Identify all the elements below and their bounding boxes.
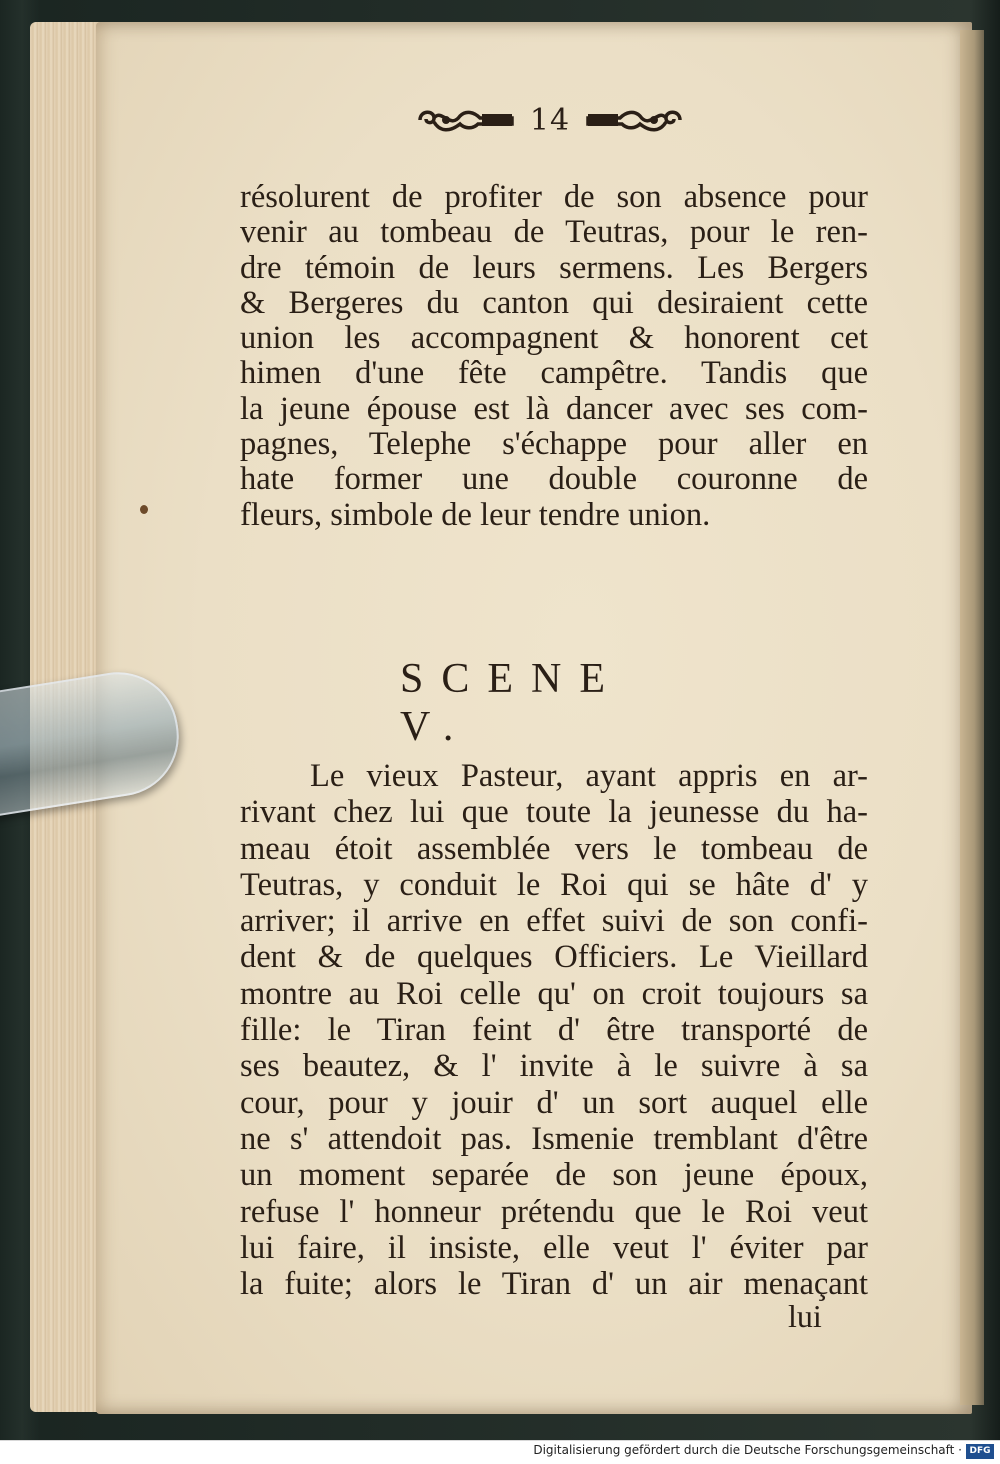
text-line: résolurent de profiter de son absence pour bbox=[240, 179, 868, 215]
page-header bbox=[410, 100, 690, 140]
text-line: union les accompagnent & honorent cet bbox=[240, 320, 868, 357]
text-line: Teutras, y conduit le Roi qui se hâte d' y bbox=[240, 866, 868, 903]
text-line: la jeune épouse est là dancer avec ses com- bbox=[240, 390, 868, 427]
text-line: pagnes, Telephe s'échappe pour aller en bbox=[240, 426, 868, 463]
dfg-logo-icon: DFG bbox=[966, 1444, 994, 1459]
book-gutter-shadow bbox=[960, 30, 984, 1405]
ink-spot bbox=[140, 505, 148, 514]
text-line: meau étoit assemblée vers le tombeau de bbox=[240, 830, 868, 867]
text-line: dent & de quelques Officiers. Le Vieillard bbox=[240, 939, 868, 976]
fleuron-left-icon bbox=[416, 106, 516, 134]
footer-bar bbox=[0, 1440, 1000, 1464]
fleuron-right-icon bbox=[584, 106, 684, 134]
text-line: montre au Roi celle qu' on croit toujours sa bbox=[240, 975, 868, 1012]
text-line: fille: le Tiran feint d' être transporté de bbox=[240, 1012, 868, 1049]
scene-heading: SCENE V. bbox=[400, 656, 624, 750]
text-line: ses beautez, & l' invite à le suivre à sa bbox=[240, 1048, 868, 1085]
text-line: lui faire, il insiste, elle veut l' éviter par bbox=[240, 1229, 868, 1266]
text-line: himen d'une fête campêtre. Tandis que bbox=[240, 355, 868, 392]
text-line: la fuite; alors le Tiran d' un air menaçant bbox=[240, 1266, 868, 1303]
text-line: hate former une double couronne de bbox=[240, 461, 868, 498]
text-line: un moment separée de son jeune époux, bbox=[240, 1157, 868, 1194]
text-line: & Bergeres du canton qui desiraient cette bbox=[240, 284, 868, 321]
text-line: ne s' attendoit pas. Ismenie tremblant d'être bbox=[240, 1120, 868, 1157]
text-line: dre témoin de leurs sermens. Les Bergers bbox=[240, 249, 868, 286]
text-line: refuse l' honneur prétendu que le Roi veut bbox=[240, 1193, 868, 1230]
paragraph-1 bbox=[240, 180, 868, 533]
page-number: 14 bbox=[529, 102, 571, 138]
funding-credit: Digitalisierung gefördert durch die Deutsche Forschungsgemeinschaft · bbox=[533, 1443, 962, 1457]
paragraph-2 bbox=[240, 758, 868, 1302]
text-line: fleurs, simbole de leur tendre union. bbox=[240, 496, 711, 533]
text-line: Le vieux Pasteur, ayant appris en ar- bbox=[310, 758, 868, 794]
text-line: arriver; il arrive en effet suivi de son confi- bbox=[240, 903, 868, 940]
text-line: venir au tombeau de Teutras, pour le ren- bbox=[240, 214, 868, 251]
catchword: lui bbox=[788, 1298, 822, 1334]
text-line: rivant chez lui que toute la jeunesse du ha- bbox=[240, 794, 868, 831]
text-line: cour, pour y jouir d' un sort auquel elle bbox=[240, 1084, 868, 1121]
